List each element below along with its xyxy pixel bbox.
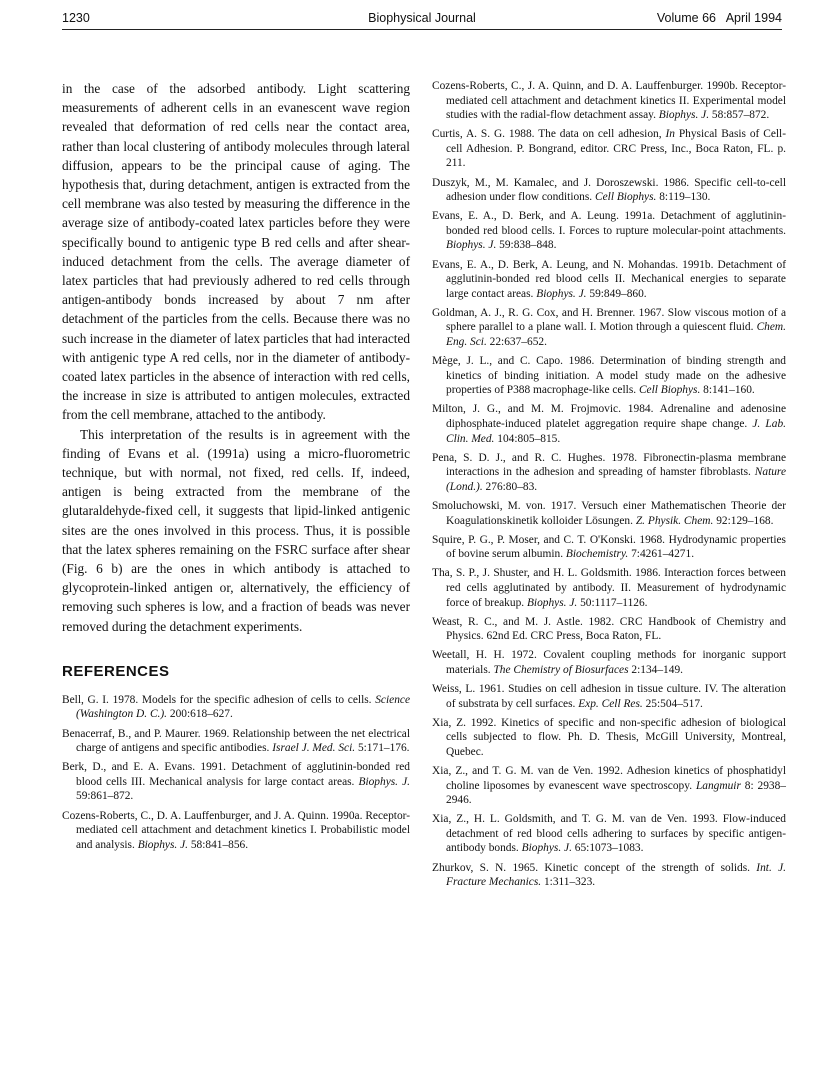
reference-entry bbox=[432, 615, 786, 644]
reference-citation: 25:504–517. bbox=[642, 697, 703, 710]
reference-text: Duszyk, M., M. Kamalec, and J. Doroszewski. 1986. Specific cell-to-cell adhesion under flow conditions. bbox=[432, 176, 786, 204]
references-list-right bbox=[432, 79, 786, 890]
reference-entry bbox=[432, 402, 786, 446]
reference-citation: 50:1117–1126. bbox=[577, 596, 648, 609]
reference-text: Milton, J. G., and M. M. Frojmovic. 1984. Adrenaline and adenosine diphosphate-induced platelet aggregation require shape change. bbox=[432, 403, 786, 430]
reference-journal: Biophys. J. bbox=[521, 842, 572, 855]
reference-journal: Biochemistry. bbox=[565, 548, 629, 561]
reference-journal: Biophys. J. bbox=[446, 239, 497, 252]
reference-entry bbox=[432, 566, 786, 610]
reference-citation: 92:129–168. bbox=[713, 514, 774, 527]
reference-journal: Nature (Lond.). bbox=[446, 466, 786, 493]
reference-entry bbox=[432, 209, 786, 253]
reference-journal: Cell Biophys. bbox=[638, 384, 701, 397]
reference-entry bbox=[432, 533, 786, 562]
reference-text: Weiss, L. 1961. Studies on cell adhesion in tissue culture. IV. The alteration of substrata by cell surfaces. bbox=[432, 682, 786, 710]
reference-journal: Biophys. J. bbox=[358, 775, 411, 788]
reference-journal: Biophys. J. bbox=[137, 838, 188, 851]
reference-journal: Z. Physik. Chem. bbox=[635, 514, 714, 527]
reference-citation: 5:171–176. bbox=[355, 742, 410, 755]
reference-citation: Physical Basis of Cell-cell Adhesion. P. Bongrand, editor. CRC Press, Inc., Boca Raton, FL. p. 211. bbox=[446, 128, 786, 170]
reference-text: Tha, S. P., J. Shuster, and H. L. Goldsmith. 1986. Interaction forces between red cells agglutinated by antibody. II. Measurement of hydrodynamic force of breakup. bbox=[432, 567, 786, 609]
reference-citation: 2:134–149. bbox=[628, 663, 683, 676]
reference-entry bbox=[432, 176, 786, 205]
reference-entry bbox=[432, 499, 786, 528]
reference-entry bbox=[432, 79, 786, 123]
reference-entry bbox=[62, 760, 410, 804]
reference-citation: 22:637–652. bbox=[486, 336, 547, 348]
reference-text: Smoluchowski, M. von. 1917. Versuch einer Mathematischen Theorie der Koagulationskinetik kolloider Lösungen. bbox=[432, 499, 786, 527]
reference-journal: Israel J. Med. Sci. bbox=[272, 742, 356, 755]
reference-citation: 58:841–856. bbox=[187, 838, 249, 851]
reference-entry bbox=[432, 354, 786, 398]
reference-journal: In bbox=[665, 128, 675, 141]
paragraph-2: This interpretation of the results is in agreement with the finding of Evans et al. (1991a) using a micro-fluorometric technique, but with normal, not fixed, red cells. If, indeed, antigen is being extracted from the membrane of the glutaraldehyde-fixed cell, it suggests that lipid-linked antigenic sites are the ones involved in this process. Thus, it is possible that the latex spheres remaining on the FSRC surface after shear (Fig. 6 b) are the ones in which antibody is attached to glycoprotein-linked antigen or, alternatively, the efficiency of removing such spheres is low, and a fraction of beads was never removed during the detachment experiments. bbox=[62, 426, 410, 634]
reference-entry bbox=[432, 451, 786, 495]
reference-text: Weast, R. C., and M. J. Astle. 1982. CRC Handbook of Chemistry and Physics. 62nd Ed. CRC Press, Boca Raton, FL. bbox=[432, 615, 786, 643]
reference-entry bbox=[432, 861, 786, 890]
reference-journal: J. Lab. Clin. Med. bbox=[446, 417, 787, 445]
reference-entry bbox=[432, 648, 786, 677]
left-column bbox=[62, 79, 410, 857]
reference-text: Goldman, A. J., R. G. Cox, and H. Brenner. 1967. Slow viscous motion of a sphere parallel to a plane wall. I. Motion through a quiescent fluid. bbox=[432, 306, 786, 334]
reference-journal: Int. J. Fracture Mechanics. bbox=[446, 861, 786, 889]
body-text bbox=[62, 79, 410, 636]
reference-citation: 200:618–627. bbox=[167, 708, 233, 721]
reference-citation: 8: 2938–2946. bbox=[446, 779, 786, 807]
reference-journal: The Chemistry of Biosurfaces bbox=[493, 663, 629, 676]
reference-entry bbox=[432, 258, 786, 302]
reference-citation: 65:1073–1083. bbox=[571, 842, 644, 855]
reference-entry bbox=[432, 812, 786, 856]
reference-journal: Langmuir bbox=[695, 779, 741, 792]
reference-citation: 1:311–323. bbox=[541, 876, 596, 889]
reference-text: Pena, S. D. J., and R. C. Hughes. 1978. Fibronectin-plasma membrane interactions in the adhesion and spreading of hamster fibroblasts. bbox=[432, 451, 786, 479]
journal-name: Biophysical Journal bbox=[368, 11, 476, 25]
reference-journal: Biophys. J. bbox=[658, 109, 710, 122]
reference-text: Xia, Z., H. L. Goldsmith, and T. G. M. van de Ven. 1993. Flow-induced detachment of red blood cells adhering to surfaces by specific antigen-antibody bonds. bbox=[432, 813, 786, 855]
reference-text: Xia, Z. 1992. Kinetics of specific and non-specific adhesion of biological cells subjected to flow. Ph. D. Thesis, McGill University, Montreal, Quebec. bbox=[432, 716, 786, 758]
reference-entry bbox=[432, 682, 786, 711]
reference-citation: 8:141–160. bbox=[700, 384, 755, 397]
reference-text: Evans, E. A., D. Berk, A. Leung, and N. Mohandas. 1991b. Detachment of agglutinin-bonded red blood cells II. Mechanical energies to separate large contact areas. bbox=[432, 258, 786, 300]
reference-journal: Exp. Cell Res. bbox=[578, 697, 643, 710]
reference-journal: Cell Biophys. bbox=[595, 191, 657, 204]
reference-entry bbox=[432, 127, 786, 171]
reference-journal: Science (Washington D. C.). bbox=[76, 693, 410, 721]
paragraph-1: in the case of the adsorbed antibody. Light scattering measurements of adherent cells in an evanescent wave region revealed that deformation of red cells near the contact area, rather than local clustering of antibody molecules through lateral diffusion, appears to be the principal cause of aging. The hypothesis that, during detachment, antigen is extracted from the cell membrane was also tested by measuring the difference in the average size of antibody-coated latex particles before they were specifically bound to antigenic type B red cells and after shear-induced detachment from the cells. The average diameter of latex particles that had previously adhered to red cells through antigen-antibody bonds increased by about 7 nm after detachment of the particles from the cells. Because there was no such increase in the diameter of latex particles that had interacted with antigenic type A red cells, nor in the diameter of antibody-coated latex particles in the absence of interaction with red cells, the increase in size is attributed to antigen molecules, extracted from the cell membrane, attached to the antibody. bbox=[62, 81, 410, 423]
reference-journal: Biophys. J. bbox=[536, 287, 587, 300]
header-rule bbox=[62, 29, 782, 30]
reference-journal: Chem. Eng. Sci. bbox=[446, 321, 786, 348]
references-heading: REFERENCES bbox=[62, 662, 170, 680]
page-number: 1230 bbox=[62, 11, 90, 25]
reference-entry bbox=[432, 764, 786, 808]
reference-text: Evans, E. A., D. Berk, and A. Leung. 1991a. Detachment of agglutinin-bonded red blood cells. I. Forces to rupture molecular-point attachments. bbox=[432, 210, 786, 237]
reference-entry bbox=[62, 809, 410, 853]
reference-text: Weetall, H. H. 1972. Covalent coupling methods for inorganic support materials. bbox=[432, 649, 786, 676]
reference-citation: 59:861–872. bbox=[76, 790, 134, 803]
page-header bbox=[62, 11, 782, 31]
reference-citation: 104:805–815. bbox=[494, 432, 561, 445]
reference-entry bbox=[62, 693, 410, 722]
reference-text: Cozens-Roberts, C., J. A. Quinn, and D. A. Lauffenburger. 1990b. Receptor-mediated cell attachment and detachment kinetics II. Experimental model studies with the radial-flow detachment assay. bbox=[432, 80, 786, 122]
reference-text: Zhurkov, S. N. 1965. Kinetic concept of the strength of solids. bbox=[432, 861, 757, 874]
reference-entry bbox=[432, 306, 786, 350]
reference-text: Benacerraf, B., and P. Maurer. 1969. Relationship between the net electrical charge of antigens and specific antibodies. bbox=[62, 727, 410, 755]
reference-text: Xia, Z., and T. G. M. van de Ven. 1992. Adhesion kinetics of phosphatidyl choline liposomes by evanescent wave spectroscopy. bbox=[432, 764, 786, 792]
reference-citation: 58:857–872. bbox=[709, 109, 770, 122]
reference-citation: 276:80–83. bbox=[482, 480, 538, 493]
reference-text: Bell, G. I. 1978. Models for the specific adhesion of cells to cells. bbox=[62, 693, 376, 706]
reference-text: Mège, J. L., and C. Capo. 1986. Determination of binding strength and kinetics of binding initiation. A model study made on the adhesive properties of P388 macrophage-like cells. bbox=[432, 355, 786, 397]
reference-text: Curtis, A. S. G. 1988. The data on cell adhesion, bbox=[432, 128, 666, 141]
reference-citation: 59:838–848. bbox=[496, 239, 557, 252]
reference-citation: 59:849–860. bbox=[586, 287, 647, 300]
reference-text: Cozens-Roberts, C., D. A. Lauffenburger, and J. A. Quinn. 1990a. Receptor-mediated cell attachment and detachment kinetics I. Probabilistic model and analysis. bbox=[62, 809, 410, 851]
reference-text: Berk, D., and E. A. Evans. 1991. Detachment of agglutinin-bonded red blood cells III. Mechanical analysis for large contact areas. bbox=[62, 761, 410, 788]
reference-entry bbox=[62, 727, 410, 756]
reference-citation: 7:4261–4271. bbox=[628, 548, 695, 561]
right-column bbox=[432, 79, 786, 894]
volume-date: Volume 66 April 1994 bbox=[656, 11, 782, 25]
reference-citation: 8:119–130. bbox=[656, 191, 711, 204]
references-list-left bbox=[62, 693, 410, 852]
reference-journal: Biophys. J. bbox=[526, 596, 578, 609]
reference-entry bbox=[432, 716, 786, 760]
reference-text: Squire, P. G., P. Moser, and C. T. O'Konski. 1968. Hydrodynamic properties of bovine serum albumin. bbox=[432, 533, 786, 561]
